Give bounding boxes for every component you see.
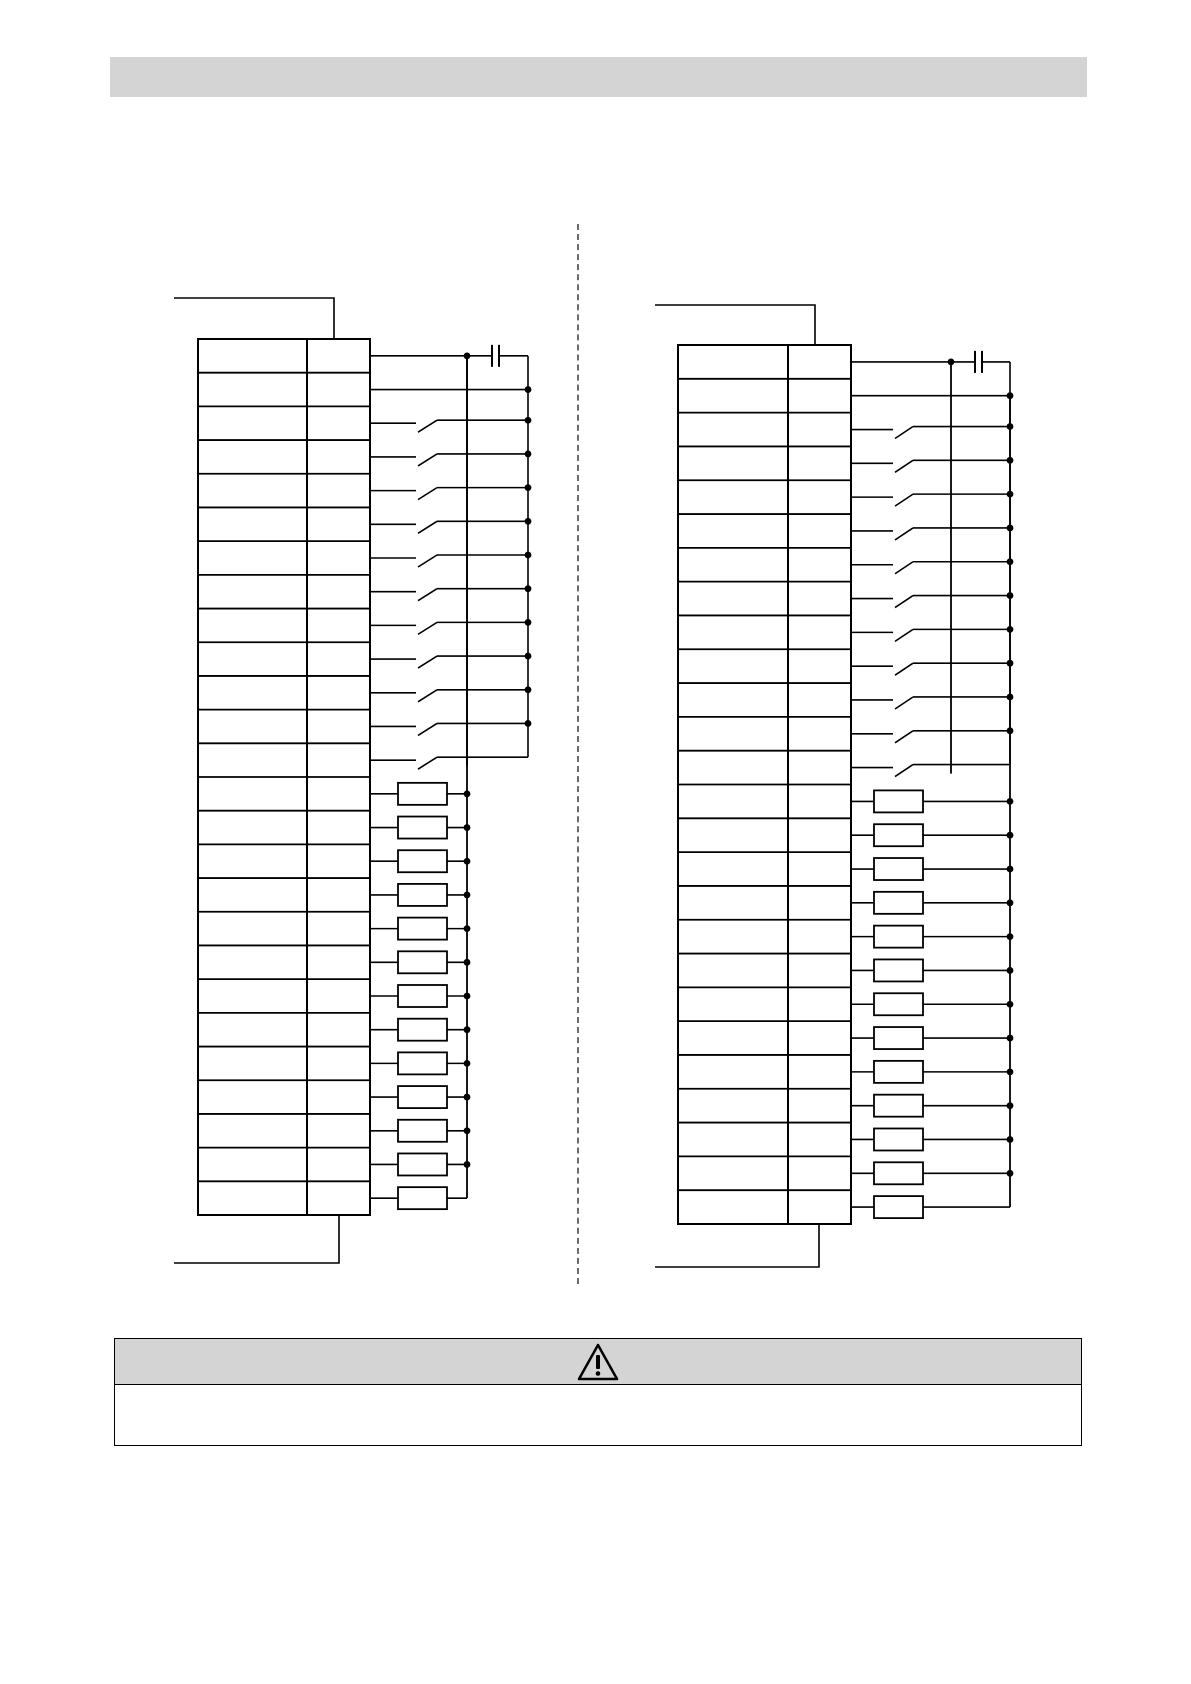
top-leader-line xyxy=(655,305,815,345)
warning-box xyxy=(114,1338,1082,1446)
switch-contact xyxy=(418,488,437,500)
switch-contact xyxy=(895,596,913,608)
load-resistor xyxy=(874,790,923,812)
load-resistor xyxy=(398,1153,447,1175)
load-resistor xyxy=(874,858,923,880)
switch-contact xyxy=(895,562,913,574)
switch-contact xyxy=(895,663,913,675)
load-resistor xyxy=(398,884,447,906)
load-resistor xyxy=(398,850,447,872)
switch-contact xyxy=(418,555,437,567)
switch-contact xyxy=(418,420,437,432)
load-resistor xyxy=(398,985,447,1007)
load-resistor xyxy=(874,993,923,1015)
load-resistor xyxy=(874,1095,923,1117)
load-resistor xyxy=(874,1196,923,1218)
load-resistor xyxy=(874,1061,923,1083)
switch-contact xyxy=(418,589,437,601)
warning-triangle-icon xyxy=(576,1342,620,1382)
switch-contact xyxy=(895,731,913,743)
switch-contact xyxy=(895,697,913,709)
left-wiring-diagram xyxy=(174,298,531,1263)
load-resistor xyxy=(398,951,447,973)
switch-contact xyxy=(895,629,913,641)
switch-contact xyxy=(418,454,437,466)
switch-contact xyxy=(895,765,913,777)
load-resistor xyxy=(398,817,447,839)
load-resistor xyxy=(398,918,447,940)
switch-contact xyxy=(418,757,437,769)
load-resistor xyxy=(398,1187,447,1209)
switch-contact xyxy=(418,622,437,634)
load-resistor xyxy=(398,783,447,805)
load-resistor xyxy=(874,1128,923,1150)
switch-contact xyxy=(895,427,913,439)
switch-contact xyxy=(418,521,437,533)
load-resistor xyxy=(874,926,923,948)
switch-contact xyxy=(418,656,437,668)
top-leader-line xyxy=(174,298,334,339)
load-resistor xyxy=(874,1027,923,1049)
warning-header xyxy=(115,1339,1081,1385)
load-resistor xyxy=(874,892,923,914)
bottom-leader-line xyxy=(174,1215,339,1263)
switch-contact xyxy=(418,690,437,702)
bottom-leader-line xyxy=(655,1224,819,1267)
switch-contact xyxy=(895,528,913,540)
load-resistor xyxy=(874,824,923,846)
switch-contact xyxy=(895,460,913,472)
load-resistor xyxy=(874,1162,923,1184)
load-resistor xyxy=(398,1052,447,1074)
load-resistor xyxy=(398,1120,447,1142)
load-resistor xyxy=(398,1086,447,1108)
load-resistor xyxy=(398,1019,447,1041)
load-resistor xyxy=(874,959,923,981)
switch-contact xyxy=(895,494,913,506)
switch-contact xyxy=(418,723,437,735)
right-wiring-diagram xyxy=(655,305,1013,1267)
